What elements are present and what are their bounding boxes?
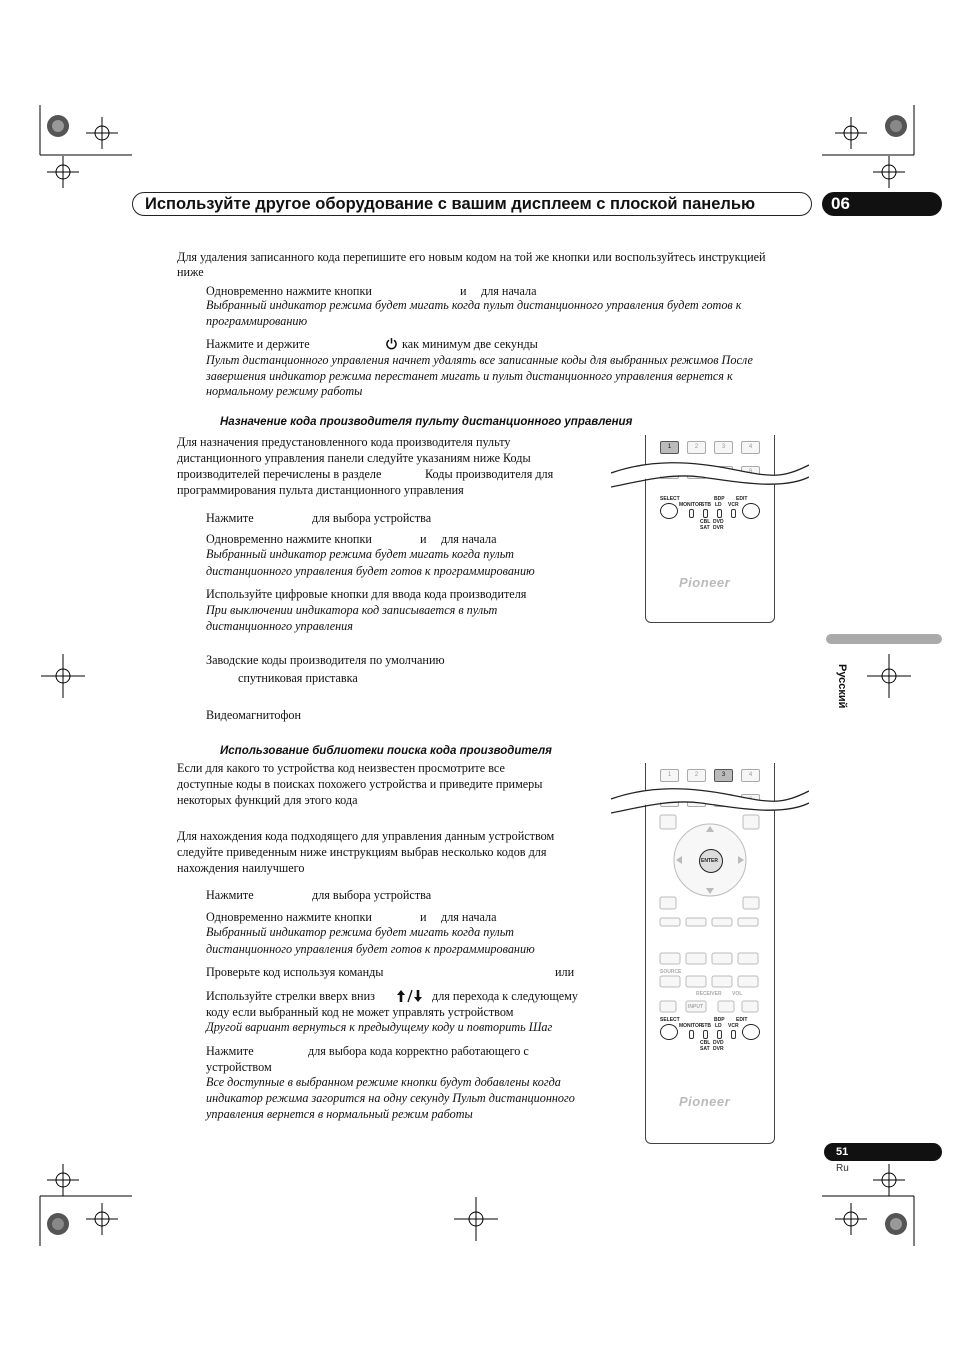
remote1-cbl-label: CBL bbox=[700, 519, 711, 525]
intro-line-2: ниже bbox=[177, 265, 204, 279]
language-label: Русский bbox=[836, 664, 848, 709]
section1-step2-note-2: дистанционного управления будет готов к программированию bbox=[206, 564, 535, 578]
page-lang-code: Ru bbox=[836, 1163, 849, 1174]
remote1-pioneer-logo: Pioneer bbox=[679, 575, 731, 590]
section2-step5-note-3: управления вернется в нормальный режим работы bbox=[206, 1107, 473, 1121]
remote2-enter-button bbox=[699, 849, 723, 873]
remote2-key-3: 3 bbox=[714, 769, 733, 782]
section2-step5-note-2: индикатор режима загорится на одну секунду Пульт дистанционного bbox=[206, 1091, 575, 1105]
section1-p2: дистанционного управления панели следуйте указаниям ниже Коды bbox=[177, 451, 531, 465]
remote2-source-label: SOURCE bbox=[660, 969, 682, 975]
power-icon bbox=[385, 337, 398, 350]
section1-step1-a: Нажмите bbox=[206, 511, 254, 525]
remote2-key-1: 1 bbox=[660, 769, 679, 782]
remote1-monitor-led bbox=[689, 509, 694, 518]
remote1-key-3: 3 bbox=[714, 441, 733, 454]
section1-step3-note-2: дистанционного управления bbox=[206, 619, 353, 633]
remote1-vcr-label: VCR bbox=[728, 502, 739, 508]
remote2-enter-label: ENTER bbox=[701, 858, 718, 864]
section1-step2-a: Одновременно нажмите кнопки bbox=[206, 532, 372, 546]
section2-step5-b: для выбора кода корректно работающего с bbox=[308, 1044, 529, 1058]
default-code-vcr: Видеомагнитофон bbox=[206, 708, 301, 722]
section1-step2-b: и bbox=[420, 532, 427, 546]
section2-step1-a: Нажмите bbox=[206, 888, 254, 902]
section2-step2-note-1: Выбранный индикатор режима будет мигать когда пульт bbox=[206, 925, 514, 939]
section2-step4-c: коду если выбранный код не может управлять устройством bbox=[206, 1005, 514, 1019]
section1-p1: Для назначения предустановленного кода производителя пульту bbox=[177, 435, 511, 449]
remote1-key-4: 4 bbox=[741, 441, 760, 454]
remote1-ld-led bbox=[717, 509, 722, 518]
remote2-vcr-led bbox=[731, 1030, 736, 1039]
section1-step2-c: для начала bbox=[441, 532, 497, 546]
remote1-dvd-label: DVD bbox=[713, 519, 724, 525]
intro-step1-note-2: программированию bbox=[206, 314, 308, 328]
remote2-dvd-label: DVD bbox=[713, 1040, 724, 1046]
section2-step5-a: Нажмите bbox=[206, 1044, 254, 1058]
remote2-bdp-label: BDP bbox=[714, 1017, 725, 1023]
intro-step1-a: Одновременно нажмите кнопки bbox=[206, 284, 372, 298]
section1-p3a: производителей перечислены в разделе bbox=[177, 467, 382, 481]
remote2-ld-led bbox=[717, 1030, 722, 1039]
intro-step1-c: для начала bbox=[481, 284, 537, 298]
section2-step2-c: для начала bbox=[441, 910, 497, 924]
remote1-select-button bbox=[660, 503, 678, 519]
remote1-stb-label: STB bbox=[701, 502, 711, 508]
intro-step1-b: и bbox=[460, 284, 467, 298]
remote2-select-button bbox=[660, 1024, 678, 1040]
remote1-key-2: 2 bbox=[687, 441, 706, 454]
remote-illustration-2 bbox=[645, 763, 775, 1144]
remote1-ld-label: LD bbox=[715, 502, 722, 508]
up-down-arrows-icon bbox=[396, 989, 424, 1003]
remote2-receiver-label: RECEIVER bbox=[696, 991, 722, 997]
section2-step5-note-1: Все доступные в выбранном режиме кнопки будут добавлены когда bbox=[206, 1075, 561, 1089]
remote2-dvr-label: DVR bbox=[713, 1046, 724, 1052]
remote1-bdp-label: BDP bbox=[714, 496, 725, 502]
chapter-badge: 06 bbox=[822, 192, 942, 216]
page-title: Используйте другое оборудование с вашим дисплеем с плоской панелью bbox=[145, 195, 756, 213]
section2-p4: Для нахождения кода подходящего для управления данным устройством bbox=[177, 829, 555, 843]
intro-line-1: Для удаления записанного кода перепишите его новым кодом на той же кнопки или воспользуйтесь инструкцией bbox=[177, 250, 766, 264]
remote1-dvr-label: DVR bbox=[713, 525, 724, 531]
remote1-key-8: 8 bbox=[741, 466, 760, 479]
intro-step2-note-3: нормальному режиму работы bbox=[206, 384, 363, 398]
remote1-edit-label: EDIT bbox=[736, 496, 748, 502]
remote2-faded-controls bbox=[646, 813, 774, 1013]
section2-step4-a: Используйте стрелки вверх вниз bbox=[206, 989, 375, 1003]
section2-p1: Если для какого то устройства код неизвестен просмотрите все bbox=[177, 761, 505, 775]
section2-p5: следуйте приведенным ниже инструкциям выбрав несколько кодов для bbox=[177, 845, 547, 859]
remote1-sat-label: SAT bbox=[700, 525, 710, 531]
remote-illustration-1 bbox=[645, 435, 775, 623]
section2-heading: Использование библиотеки поиска кода производителя bbox=[220, 745, 552, 757]
section2-p3: некоторых функций для этого кода bbox=[177, 793, 358, 807]
default-codes-heading: Заводские коды производителя по умолчанию bbox=[206, 653, 445, 667]
remote1-select-label: SELECT bbox=[660, 496, 680, 502]
default-code-satellite: спутниковая приставка bbox=[238, 671, 358, 685]
section2-p6: нахождения наилучшего bbox=[177, 861, 305, 875]
section2-step2-b: и bbox=[420, 910, 427, 924]
section2-step3-a: Проверьте код используя команды bbox=[206, 965, 384, 979]
section1-p4: программирования пульта дистанционного управления bbox=[177, 483, 464, 497]
remote2-select-label: SELECT bbox=[660, 1017, 680, 1023]
intro-step2-note-2: завершения индикатор режима перестанет мигать и пульт дистанционного управления вернется к bbox=[206, 369, 733, 383]
remote1-stb-led bbox=[703, 509, 708, 518]
remote2-input-label: INPUT bbox=[688, 1004, 703, 1010]
section1-step3-note-1: При выключении индикатора код записывается в пульт bbox=[206, 603, 498, 617]
section2-step1-b: для выбора устройства bbox=[312, 888, 432, 902]
remote1-monitor-label: MONITOR bbox=[679, 502, 703, 508]
section-title-box bbox=[132, 192, 812, 216]
intro-step1-note-1: Выбранный индикатор режима будет мигать когда пульт дистанционного управления будет готов к bbox=[206, 298, 742, 312]
intro-step2-a: Нажмите и держите bbox=[206, 337, 310, 351]
remote2-stb-led bbox=[703, 1030, 708, 1039]
remote2-monitor-led bbox=[689, 1030, 694, 1039]
remote1-cut-wave bbox=[611, 459, 809, 493]
section1-step3: Используйте цифровые кнопки для ввода кода производителя bbox=[206, 587, 527, 601]
section2-step3-b: или bbox=[555, 965, 575, 979]
section1-step1-b: для выбора устройства bbox=[312, 511, 432, 525]
remote1-key-1: 1 bbox=[660, 441, 679, 454]
intro-step2-note-1: Пульт дистанционного управления начнет удалять все записанные коды для выбранных режимов После bbox=[206, 353, 753, 367]
section1-p3b: Коды производителя для bbox=[425, 467, 554, 481]
section2-step4-b: для перехода к следующему bbox=[432, 989, 578, 1003]
remote2-monitor-label: MONITOR bbox=[679, 1023, 703, 1029]
remote2-key-4: 4 bbox=[741, 769, 760, 782]
remote2-sat-label: SAT bbox=[700, 1046, 710, 1052]
remote1-vcr-led bbox=[731, 509, 736, 518]
remote2-vcr-label: VCR bbox=[728, 1023, 739, 1029]
remote2-ld-label: LD bbox=[715, 1023, 722, 1029]
section2-step4-note: Другой вариант вернуться к предыдущему коду и повторить Шаг bbox=[206, 1020, 553, 1034]
section1-step2-note-1: Выбранный индикатор режима будет мигать когда пульт bbox=[206, 547, 514, 561]
section2-step2-a: Одновременно нажмите кнопки bbox=[206, 910, 372, 924]
remote2-receiver-row bbox=[646, 999, 774, 1015]
remote2-edit-label: EDIT bbox=[736, 1017, 748, 1023]
section2-p2: доступные коды в поисках похожего устройства и приведите примеры bbox=[177, 777, 543, 791]
remote2-key-2: 2 bbox=[687, 769, 706, 782]
remote2-edit-button bbox=[742, 1024, 760, 1040]
remote2-pioneer-logo: Pioneer bbox=[679, 1094, 731, 1109]
remote2-stb-label: STB bbox=[701, 1023, 711, 1029]
section2-step2-note-2: дистанционного управления будет готов к программированию bbox=[206, 942, 535, 956]
section2-step5-c: устройством bbox=[206, 1060, 272, 1074]
section1-heading: Назначение кода производителя пульту дистанционного управления bbox=[220, 416, 633, 428]
page-number: 51 bbox=[824, 1143, 942, 1161]
remote1-edit-button bbox=[742, 503, 760, 519]
remote2-vol-label: VOL bbox=[732, 991, 743, 997]
intro-step2-b: как минимум две секунды bbox=[402, 337, 538, 351]
remote2-cbl-label: CBL bbox=[700, 1040, 711, 1046]
language-tab-bar bbox=[826, 634, 942, 644]
